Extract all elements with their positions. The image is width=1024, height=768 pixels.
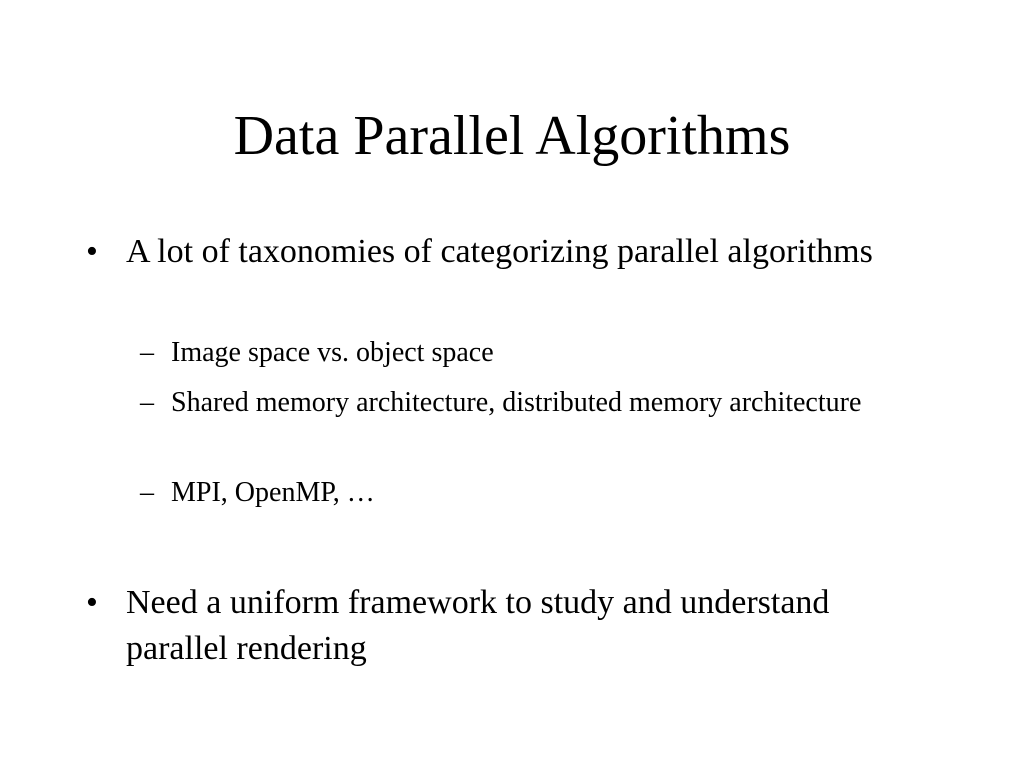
sub-bullet-text: Shared memory architecture, distributed memory architecture [171, 387, 862, 418]
sub-bullet-item [140, 473, 880, 513]
slide-title: Data Parallel Algorithms [233, 105, 791, 167]
sub-bullet-marker: – [140, 387, 154, 418]
sub-bullet-marker: – [140, 477, 154, 508]
bullet-marker: • [86, 584, 98, 621]
bullet-item [86, 229, 886, 275]
sub-bullet-text: Image space vs. object space [171, 337, 494, 368]
sub-bullet-text: MPI, OpenMP, … [171, 477, 375, 508]
sub-bullet-item [140, 333, 880, 373]
bullet-text: A lot of taxonomies of categorizing parallel algorithms [126, 233, 873, 270]
bullet-item [86, 580, 886, 672]
sub-bullet-marker: – [140, 337, 154, 368]
bullet-marker: • [86, 233, 98, 270]
sub-bullet-item [140, 383, 880, 423]
bullet-text: Need a uniform framework to study and understand parallel rendering [126, 584, 830, 667]
